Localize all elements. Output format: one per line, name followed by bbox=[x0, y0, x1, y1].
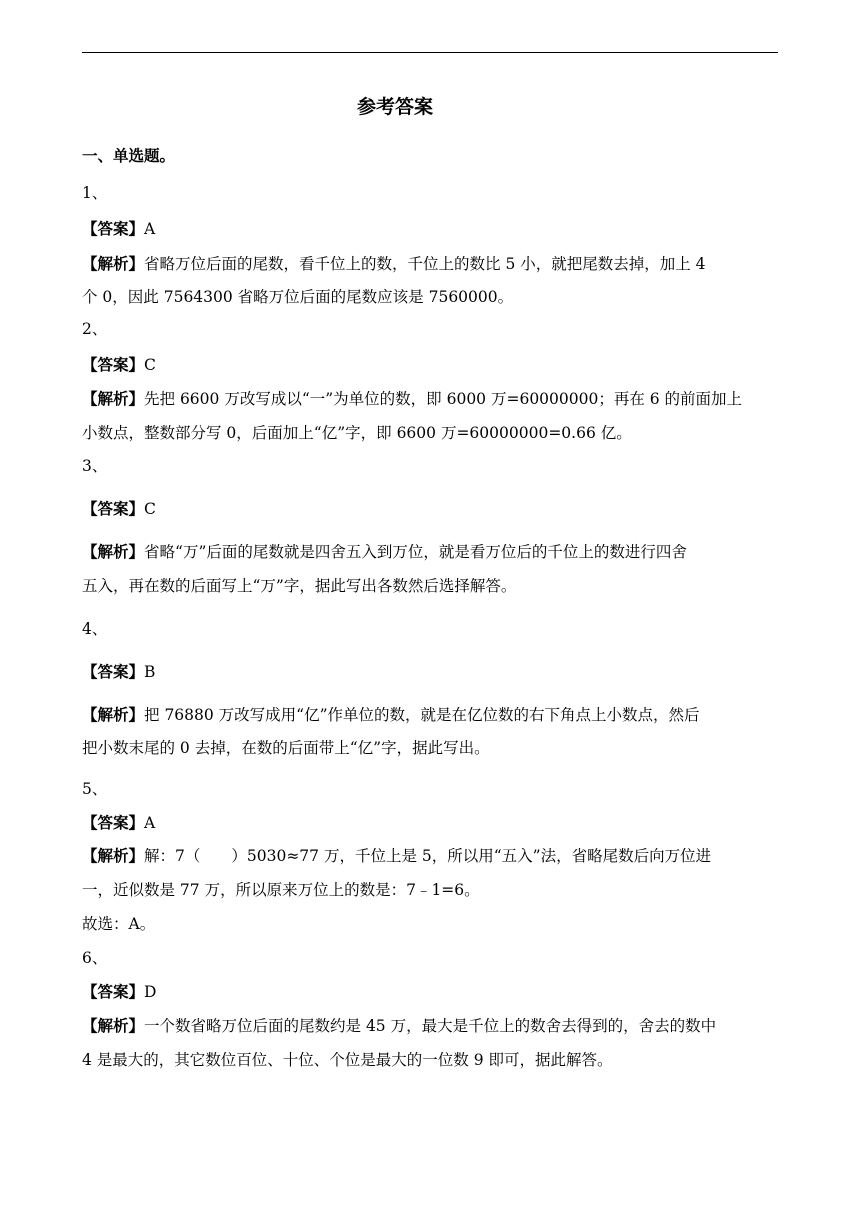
answer-label: 【答案】 bbox=[82, 356, 145, 374]
answer-label: 【答案】 bbox=[82, 500, 145, 518]
answer-label: 【答案】 bbox=[82, 220, 145, 238]
answer-line bbox=[82, 982, 156, 1002]
analysis-text: 一个数省略万位后面的尾数约是 45 万，最大是千位上的数舍去得到的，舍去的数中 bbox=[144, 1017, 717, 1035]
answer-value: A bbox=[144, 814, 156, 832]
question-number: 2、 bbox=[82, 320, 108, 338]
answer-label: 【答案】 bbox=[82, 814, 145, 832]
section-heading: 一、单选题。 bbox=[82, 147, 176, 165]
answer-value: C bbox=[144, 356, 156, 374]
analysis-text: 4 是最大的，其它数位百位、十位、个位是最大的一位数 9 即可，据此解答。 bbox=[82, 1051, 613, 1069]
analysis-text: 省略“万”后面的尾数就是四舍五入到万位，就是看万位后的千位上的数进行四舍 bbox=[144, 543, 687, 561]
header-rule bbox=[82, 52, 778, 53]
question-number: 3、 bbox=[82, 457, 108, 475]
answer-line bbox=[82, 499, 156, 519]
question-number: 4、 bbox=[82, 620, 108, 638]
analysis-text: 省略万位后面的尾数，看千位上的数，千位上的数比 5 小，就把尾数去掉，加上 4 bbox=[144, 255, 706, 273]
answer-value: A bbox=[144, 220, 156, 238]
conclusion-text: 故选：A。 bbox=[82, 915, 156, 933]
question-number: 1、 bbox=[82, 184, 108, 202]
answer-line bbox=[82, 662, 155, 682]
analysis-text: 小数点，整数部分写 0，后面加上“亿”字，即 6600 万=60000000=0.66 亿。 bbox=[82, 424, 632, 442]
analysis-line bbox=[82, 254, 706, 274]
analysis-label: 【解析】 bbox=[82, 1017, 145, 1035]
analysis-label: 【解析】 bbox=[82, 706, 145, 724]
analysis-line bbox=[82, 1016, 716, 1036]
answer-value: D bbox=[144, 983, 157, 1001]
page-title: 参考答案 bbox=[356, 96, 433, 118]
question-number: 5、 bbox=[82, 780, 108, 798]
answer-line bbox=[82, 813, 155, 833]
analysis-line bbox=[82, 542, 687, 562]
answer-line bbox=[82, 355, 156, 375]
analysis-line bbox=[82, 389, 742, 409]
analysis-label: 【解析】 bbox=[82, 255, 145, 273]
analysis-label: 【解析】 bbox=[82, 543, 145, 561]
answer-label: 【答案】 bbox=[82, 983, 145, 1001]
analysis-text: 解：7（ ）5030≈77 万，千位上是 5，所以用“五入”法，省略尾数后向万位进 bbox=[144, 847, 712, 865]
question-number: 6、 bbox=[82, 949, 108, 967]
analysis-text: 先把 6600 万改写成以“一”为单位的数，即 6000 万=60000000；再在 6 的前面加上 bbox=[144, 390, 743, 408]
analysis-text: 把 76880 万改写成用“亿”作单位的数，就是在亿位数的右下角点上小数点，然后 bbox=[144, 706, 700, 724]
analysis-text: 一，近似数是 77 万，所以原来万位上的数是：7﹣1=6。 bbox=[82, 881, 480, 899]
answer-label: 【答案】 bbox=[82, 663, 145, 681]
analysis-text: 把小数末尾的 0 去掉，在数的后面带上“亿”字，据此写出。 bbox=[82, 739, 490, 757]
analysis-text: 五入，再在数的后面写上“万”字，据此写出各数然后选择解答。 bbox=[82, 577, 517, 595]
analysis-text: 个 0，因此 7564300 省略万位后面的尾数应该是 7560000。 bbox=[82, 288, 514, 306]
analysis-label: 【解析】 bbox=[82, 390, 145, 408]
answer-value: B bbox=[144, 663, 156, 681]
analysis-label: 【解析】 bbox=[82, 847, 145, 865]
answer-value: C bbox=[144, 500, 156, 518]
analysis-line bbox=[82, 846, 711, 866]
analysis-line bbox=[82, 705, 700, 725]
answer-line bbox=[82, 219, 155, 239]
